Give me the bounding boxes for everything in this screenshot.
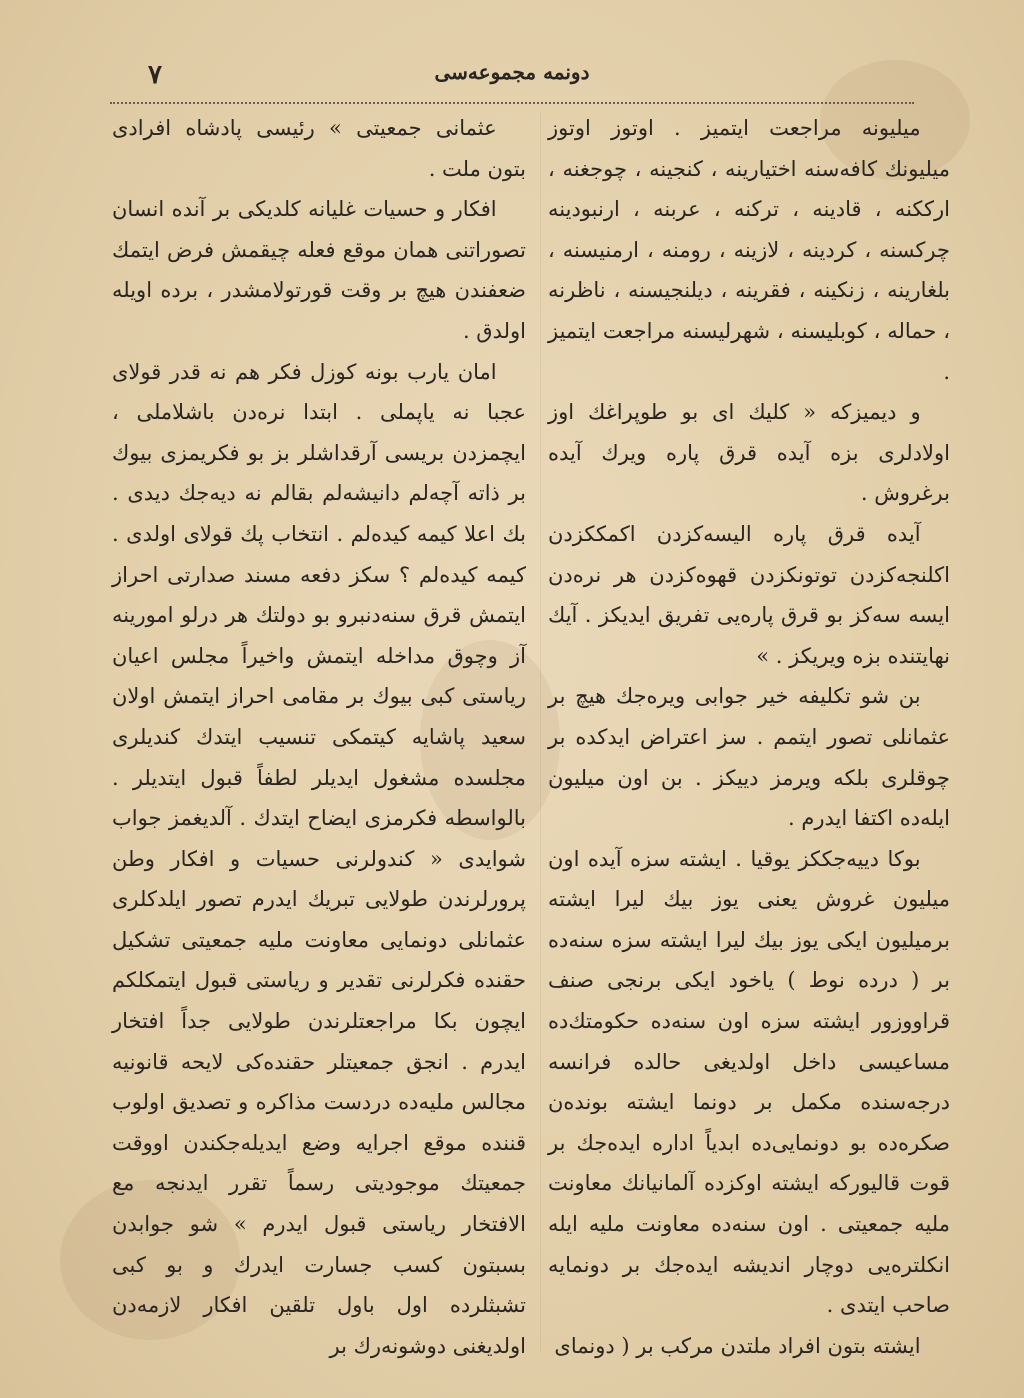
- page-number: ٧: [148, 60, 162, 90]
- page-header: [110, 52, 914, 104]
- right-column: [548, 108, 950, 1366]
- paragraph: امان یارب بونه کوزل فکر هم نه قدر قولای عجبا نه یاپملی . ابتدا نره‌دن باشلاملی ، ایچمزدن بریسی آرقداشلر بز بو فکریمزی بیوك بر ذاته آچه‌لم دانیشه‌لم بقالم نه دیه‌جك دیدی . بك اعلا کیمه کیده‌لم . انتخاب پك قولای اولدی . کیمه کیده‌لم ؟ سکز دفعه مسند صدارتی احراز ایتمش قرق سنه‌دنبرو بو دولتك هر درلو امورینه آز وچوق مداخله ایتمش واخیراً مجلس اعیان ریاستی کبی بیوك بر مقامی احراز ایتمش اولان سعید پاشایه کیتمکی تنسیب ایتدك کندیلری مجلسده مشغول ایدیلر لطفاً قبول ایتدیلر . بالواسطه فکرمزی ایضاح ایتدك . آلدیغمز جواب شوایدی « کندولرنی حسیات و افکار وطن پرورلرندن طولایی تبریك ایدرم تصور ایلدکلری عثمانلی دونمایی معاونت ملیه جمعیتی تشکیل حقنده فکرلرنی تقدیر و ریاستی قبول ایتمکلکم ایچون بکا مراجعتلرندن طولایی جداً افتخار ایدرم . انجق جمعیتلر حقنده‌کی لایحه قانونیه مجالس ملیه‌ده دردست مذاکره و تصدیق اولوب قننده موقع اجرایه وضع ایدیله‌جکندن اووقت جمعیتك موجودیتی رسماً تقرر ایدنجه مع الافتخار ریاستی قبول ایدرم » شو جوابدن بسبتون کسب جسارت ایدرك و بو کبی تشبثلرده اول باول تلقین افکار لازمه‌دن اولدیغنی دوشونه‌رك بر: [112, 359, 526, 1358]
- paragraph: و دیمیزکه « کلیك ای بو طوپراغك اوز اولادلری بزه آیده قرق پاره ویرك آیده برغروش .: [548, 400, 950, 506]
- magazine-title: دونمه مجموعه‌سی: [434, 60, 590, 84]
- column-divider: [540, 112, 541, 1352]
- left-column: [112, 108, 526, 1366]
- paragraph: بن شو تکلیفه خیر جوابی ویره‌جك هیچ بر عثمانلی تصور ایتمم . سز اعتراض ایدکده بر چوقلری بلکه ویرمز دییکز . بن اون میلیون ایله‌ده اکتفا ایدرم .: [548, 684, 950, 831]
- paragraph: عثمانی جمعیتی » رئیسی پادشاه افرادی بتون ملت .: [112, 116, 526, 181]
- paragraph: افکار و حسیات غلیانه کلدیکی بر آنده انسان تصوراتنی همان موقع فعله چیقمش فرض ایتمك ضعفندن هیچ بر وقت قورتولامشدر ، برده اویله اولدق .: [112, 197, 526, 343]
- paragraph: بوکا دییه‌جککز یوقیا . ایشته سزه آیده اون میلیون غروش یعنی یوز بیك لیرا ایشته برمیلیون ایکی یوز بیك لیرا ایشته سزه سنه‌ده بر ( درده‌ نوط ) یاخود ایکی برنجی صنف قراووزور ایشته سزه اون سنه‌ده حکومتك‌ده مساعیسی داخل اولدیغی حالده فرانسه درجه‌سنده مکمل بر دونما ایشته بونده‌ن صکره‌ده بو دونمایی‌ده ابدیاً اداره ایده‌جك بر قوت قالیورکه ایشته اوکزده آلمانیانك معاونت ملیه جمعیتی . اون سنه‌ده معاونت ملیه ایله انکلتره‌یی دوچار اندیشه ایده‌جك بر دونمایه صاحب ایتدی .: [548, 846, 950, 1318]
- paragraph: میلیونه مراجعت ایتمیز . اوتوز اوتوز میلیونك کافه‌سنه اختیارینه ، کنجینه ، چوجغنه ، ارککنه ، قادینه ، ترکنه ، عربنه ، ارنبودینه چرکسنه ، کردینه ، لازینه ، رومنه ، ارمنیسنه ، بلغارینه ، زنکینه ، فقرینه ، دیلنجیسنه ، ناظرنه ، حماله ، کوبلیسنه ، شهرلیسنه مراجعت ایتمیز .: [548, 116, 950, 384]
- paragraph: آیده قرق پاره الیسه‌کزدن اکمککزدن اکلنجه‌کزدن توتونکزدن قهوه‌کزدن هر نره‌دن ایسه ‌سه‌کز بو قرق پاره‌یی تفریق ایدیکز . آیك نهایتنده بزه ویریکز . »: [548, 521, 950, 668]
- paragraph: ایشته بتون افراد ملتدن مرکب بر ( دونمای: [554, 1333, 921, 1358]
